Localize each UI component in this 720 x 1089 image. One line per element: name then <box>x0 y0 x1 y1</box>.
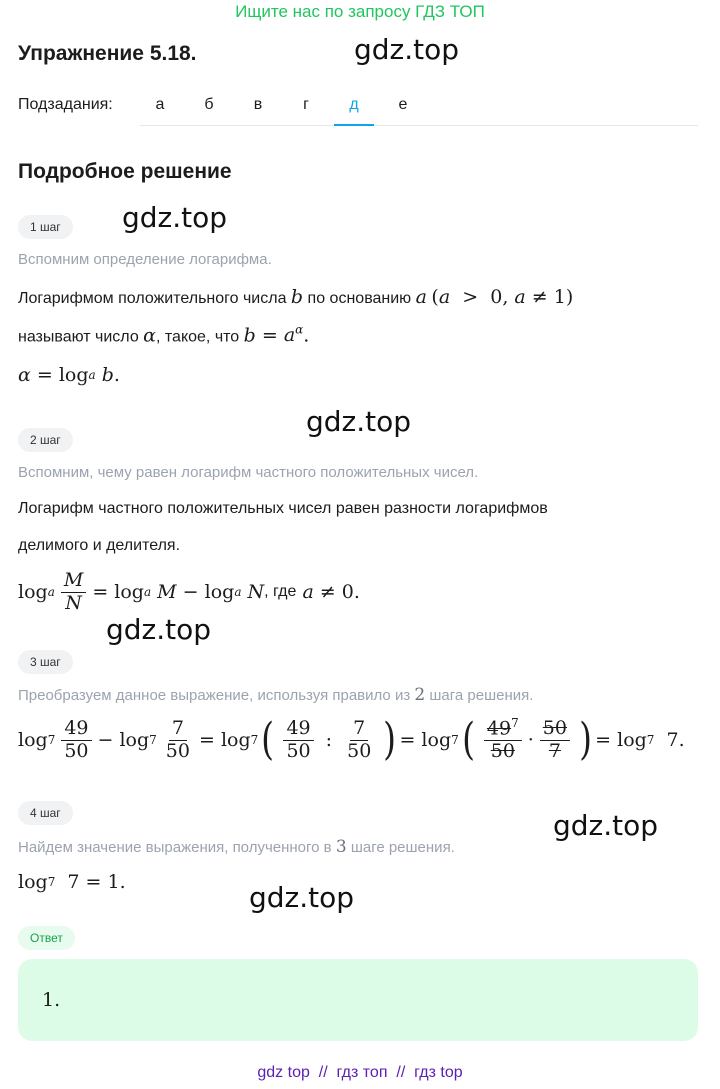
answer-box <box>18 959 698 1041</box>
watermark: gdz.top <box>106 613 212 646</box>
step-2-formula: log a $\frac{M}{N}$ = log a M − log a N , где a ≠ 0. <box>18 569 360 614</box>
step-1-definition-line-2: называют число α, такое, что $b = a^\alpha$. <box>18 323 310 347</box>
step-1-hint: Вспомним определение логарифма. <box>18 251 272 268</box>
section-title: Подробное решение <box>18 160 232 183</box>
step-2-badge: 2 шаг <box>18 428 73 452</box>
tab-a[interactable]: а <box>155 96 165 113</box>
tab-g[interactable]: г <box>303 96 309 113</box>
top-banner: Ищите нас по запросу ГДЗ ТОП <box>235 2 485 21</box>
tab-e[interactable]: е <box>398 96 408 113</box>
answer-badge: Ответ <box>18 926 75 950</box>
step-4-hint: Найдем значение выражения, полученного в 3 шаге решения. <box>18 837 455 857</box>
step-3-formula: log 7 $\frac{49}{50}$ − log 7 $\frac{7}{50}$ = log 7 ( $\frac{49}{50}$ : $\frac{7}{50}$ ) = log 7 ( $\frac{49^7}{50}$ · $\frac{50}{7}$ ) = log 7 7. <box>18 714 685 765</box>
step-3-hint: Преобразуем данное выражение, используя правило из 2 шага решения. <box>18 685 534 705</box>
exercise-title: Упражнение 5.18. <box>18 42 197 65</box>
step-1-formula: α = log a b . <box>18 364 120 386</box>
watermark: gdz.top <box>354 33 460 66</box>
footer-links: gdz top // гдз топ // гдз top <box>257 1064 463 1081</box>
step-2-hint: Вспомним, чему равен логарифм частного положительных чисел. <box>18 464 479 481</box>
subtask-tabs <box>140 92 698 126</box>
step-2-text-2: делимого и делителя. <box>18 537 181 554</box>
tab-d[interactable]: д <box>334 96 374 126</box>
step-4-badge: 4 шаг <box>18 801 73 825</box>
step-2-text-1: Логарифм частного положительных чисел равен разности логарифмов <box>18 500 548 517</box>
step-3-badge: 3 шаг <box>18 650 73 674</box>
watermark: gdz.top <box>553 809 659 842</box>
step-1-definition-line-1: Логарифмом положительного числа b по основанию a (a > 0, a ≠ 1) <box>18 286 574 308</box>
subtasks-label: Подзадания: <box>18 96 113 113</box>
tab-b[interactable]: б <box>204 96 214 113</box>
step-1-badge: 1 шаг <box>18 215 73 239</box>
watermark: gdz.top <box>306 405 412 438</box>
watermark: gdz.top <box>122 201 228 234</box>
tab-v[interactable]: в <box>253 96 263 113</box>
answer-value: 1. <box>42 989 61 1011</box>
step-4-formula: log 7 7 = 1. <box>18 871 126 893</box>
watermark: gdz.top <box>249 881 355 914</box>
